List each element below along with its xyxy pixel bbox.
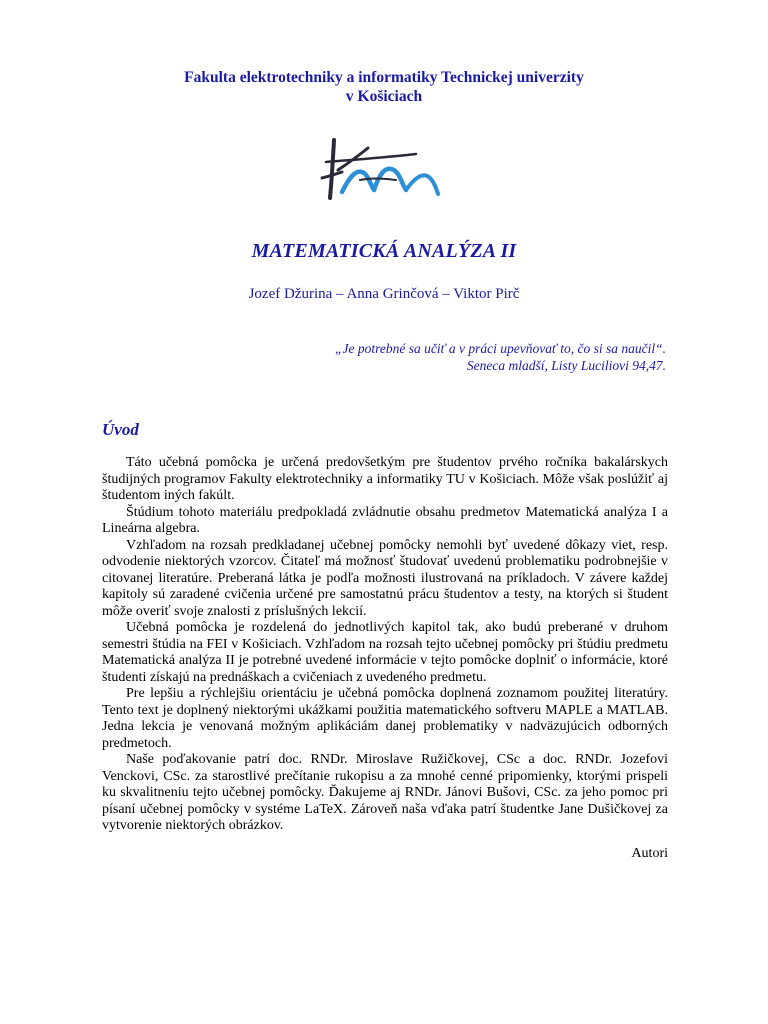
paragraph: Naše poďakovanie patrí doc. RNDr. Miroslave Ružičkovej, CSc a doc. RNDr. Jozefovi Venckovi, CSc. za starostlivé prečítanie rukopisu a za mnohé cenné pripomienky, ktorými prispeli ku skvalitneniu tejto učebnej pomôcky. Ďakujeme aj RNDr. Jánovi Bušovi, CSc. za jeho pomoc pri písaní učebnej pomôcky v systéme LaTeX. Zároveň naša vďaka patrí študentke Jane Dušičkovej za vytvorenie niektorých obrázkov. <box>102 752 668 833</box>
paragraph: Pre lepšiu a rýchlejšiu orientáciu je učebná pomôcka doplnená zoznamom použitej literatúry. Tento text je doplnený niektorými ukážkami použitia matematického softveru MAPLE a MATLAB. Jedna lekcia je venovaná možným aplikáciám danej problematiky v nadväzujúcich odborných predmetoch. <box>102 686 668 751</box>
quote-text: „Je potrebné sa učiť a v práci upevňovať to, čo si sa naučil“. <box>334 341 666 356</box>
paragraph: Štúdium tohoto materiálu predpokladá zvládnutie obsahu predmetov Matematická analýza I a Lineárna algebra. <box>102 504 668 536</box>
institution-line-1: Fakulta elektrotechniky a informatiky Technickej univerzity <box>184 69 584 86</box>
paragraph: Vzhľadom na rozsah predkladanej učebnej pomôcky nemohli byť uvedené dôkazy viet, resp. odvodenie niektorých vzorcov. Čitateľ má možnosť študovať uvedenú problematiku podrobnejšie v citovanej literatúre. Preberaná látka je podľa možnosti ilustrovaná na príkladoch. V závere každej kapitoly sú zaradené cvičenia určené pre samostatnú prácu študentov a testy, na ktorých si študent môže overiť svoje znalosti z príslušných lekcií. <box>102 537 668 619</box>
document-title: MATEMATICKÁ ANALÝZA II <box>251 240 517 262</box>
institution-line-2: v Košiciach <box>345 88 423 105</box>
paragraph: Táto učebná pomôcka je určená predovšetkým pre študentov prvého ročníka bakalárskych študijných programov Fakulty elektrotechniky a informatiky TU v Košiciach. Môže však poslúžiť aj študentom iných fakúlt. <box>102 455 668 503</box>
institution-header <box>0 68 768 106</box>
authors-line: Jozef Džurina – Anna Grinčová – Viktor Pirč <box>248 286 520 302</box>
intro-body <box>102 455 668 835</box>
epigraph-quote <box>335 340 666 374</box>
paragraph: Učebná pomôcka je rozdelená do jednotlivých kapitol tak, ako budú preberané v druhom semestri štúdia na FEI v Košiciach. Vzhľadom na rozsah tejto učebnej pomôcky pri štúdiu predmetu Matematická analýza II je potrebné uvedené informácie v tejto pomôcke doplniť o informácie, ktoré študenti získajú na prednáškach a cvičeniach z uvedeného predmetu. <box>102 620 668 685</box>
section-heading: Úvod <box>102 420 139 439</box>
kmm-logo-icon <box>320 132 442 202</box>
quote-source: Seneca mladší, Listy Luciliovi 94,47. <box>466 358 666 373</box>
signature: Autori <box>631 846 668 861</box>
